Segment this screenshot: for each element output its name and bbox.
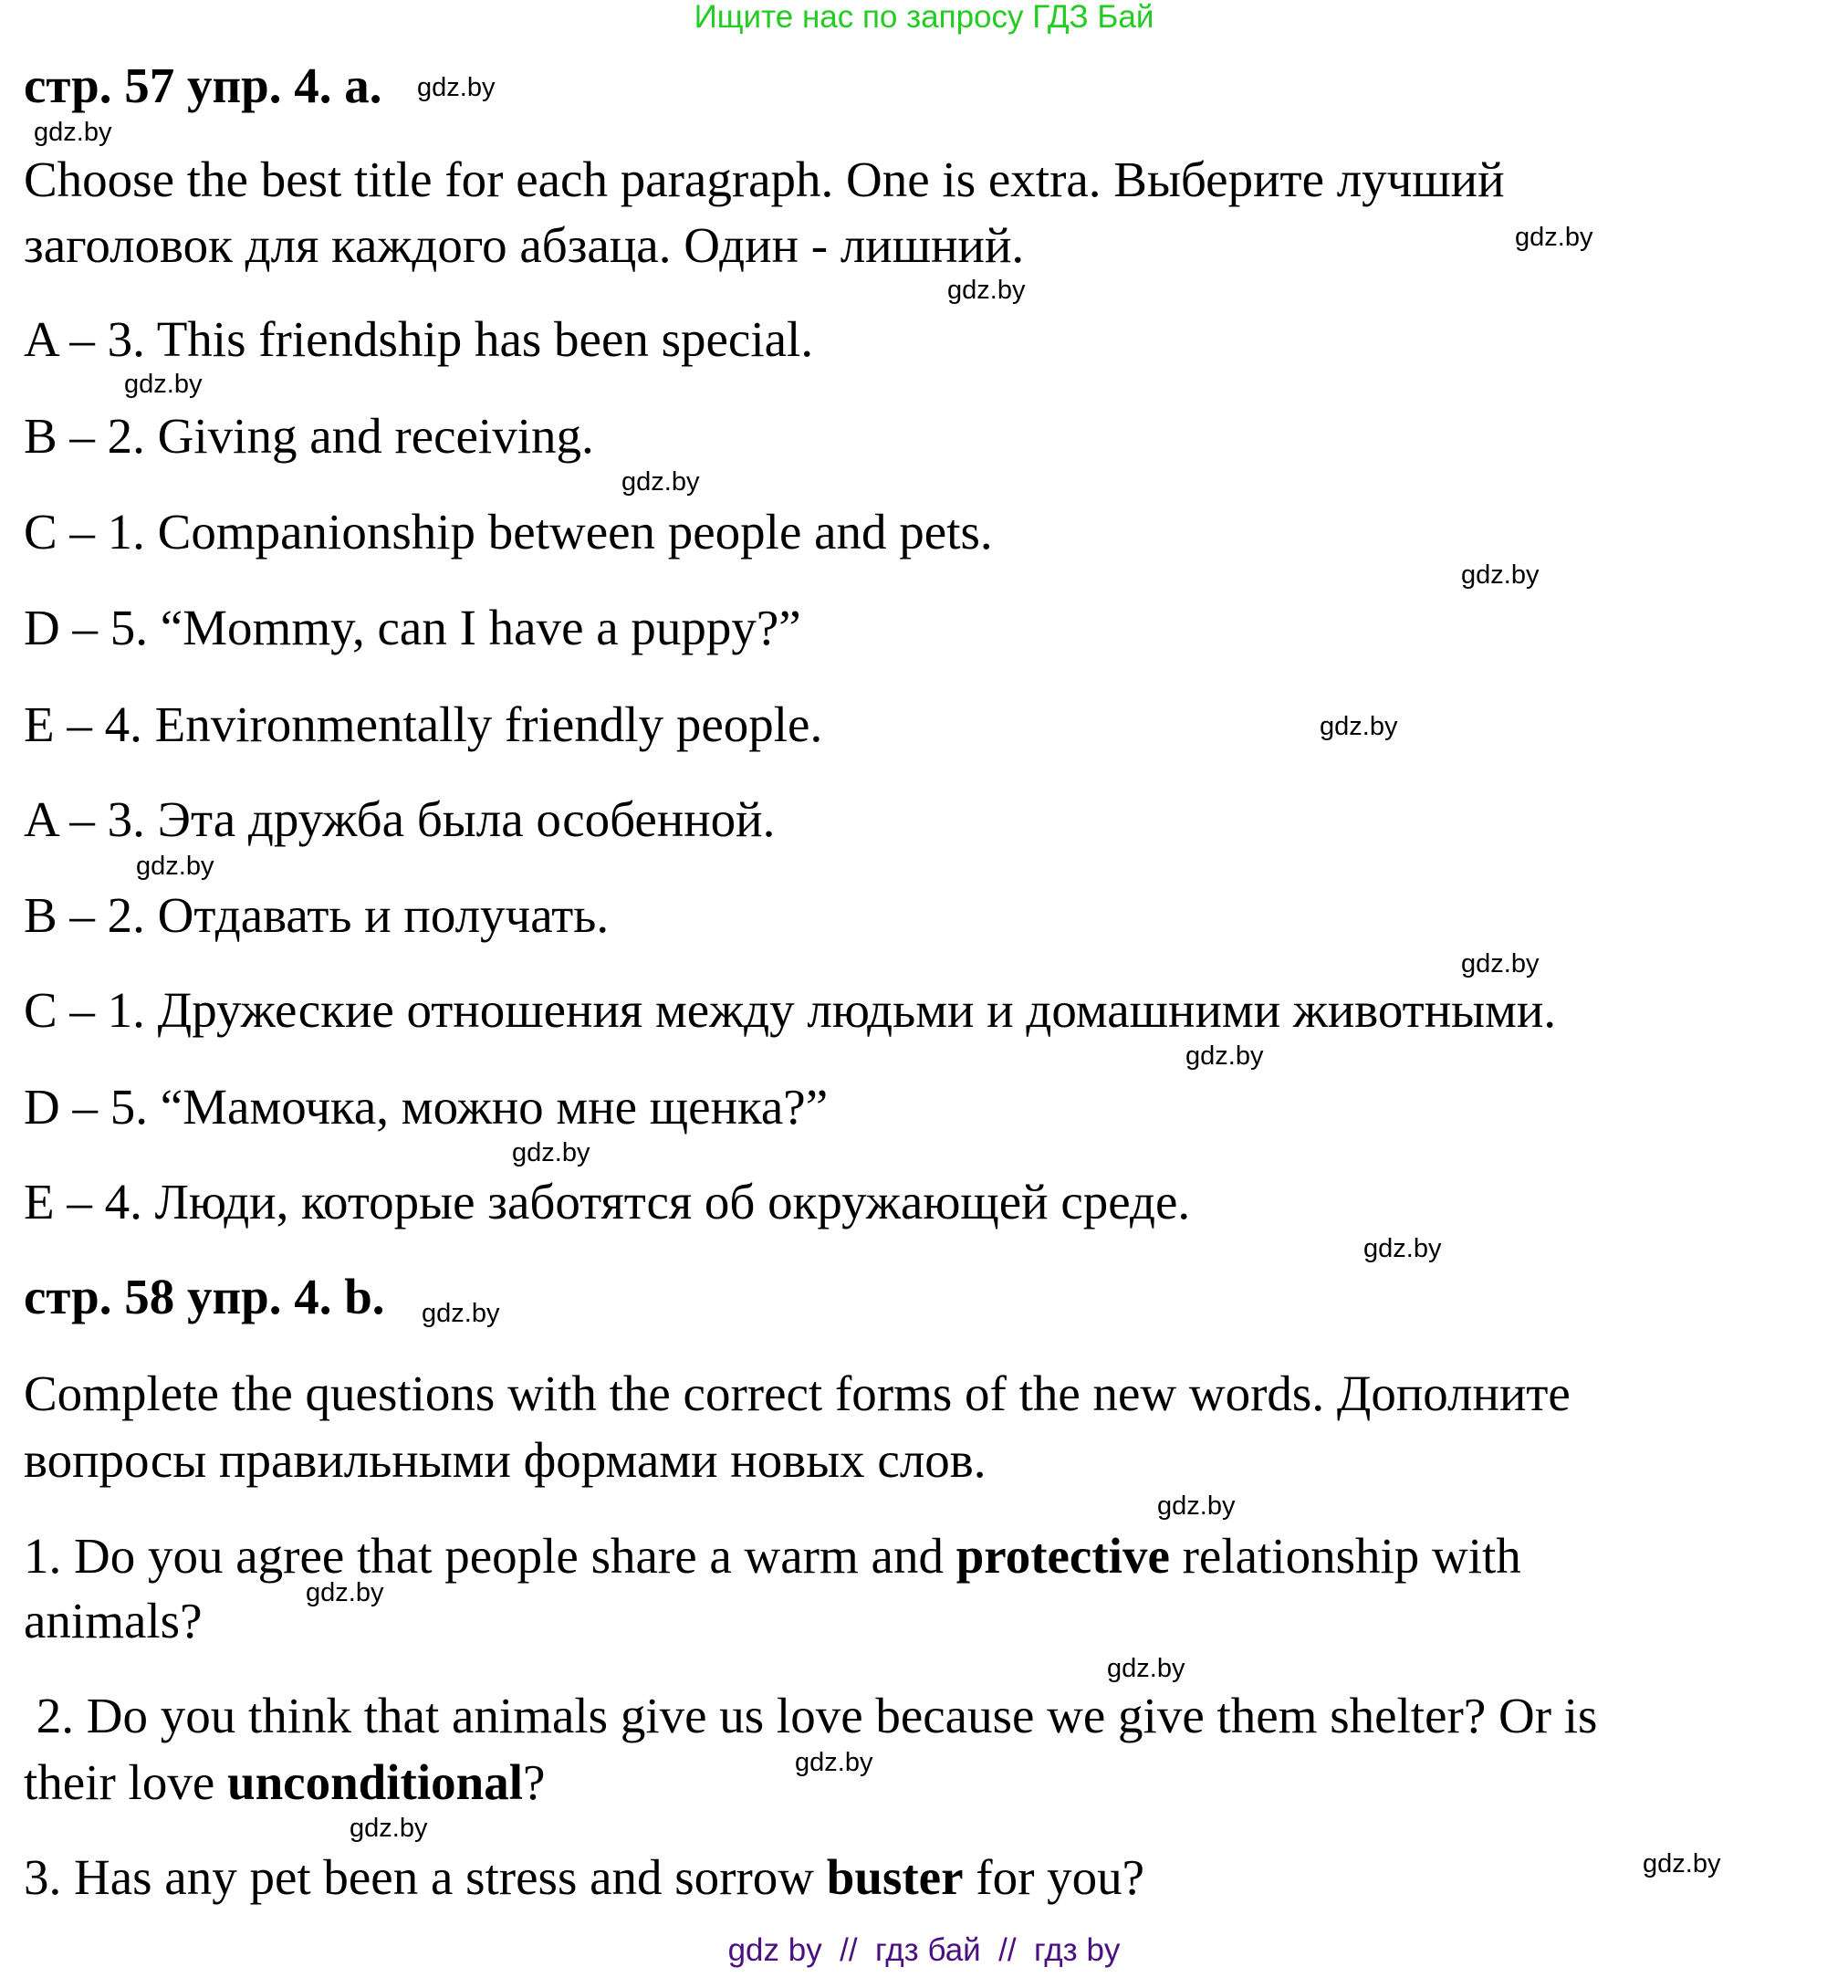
question-2-line2	[24, 1754, 546, 1810]
watermark: gdz.by	[124, 370, 203, 399]
q3-pre: 3. Has any pet been a stress and sorrow	[24, 1849, 827, 1905]
watermark: gdz.by	[422, 1299, 500, 1328]
answer-en-e: E – 4. Environmentally friendly people.	[24, 696, 823, 752]
answer-ru-b: B – 2. Отдавать и получать.	[24, 887, 610, 943]
search-banner: Ищите нас по запросу ГДЗ Бай	[694, 0, 1154, 35]
answer-ru-d: D – 5. “Мамочка, можно мне щенка?”	[24, 1079, 829, 1135]
answer-en-c: C – 1. Companionship between people and pets.	[24, 504, 993, 560]
section2-instruction-line2: вопросы правильными формами новых слов.	[24, 1432, 987, 1488]
answer-ru-a: A – 3. Эта дружба была особенной.	[24, 791, 776, 847]
watermark: gdz.by	[1461, 949, 1540, 978]
question-3	[24, 1849, 1145, 1905]
footer-links: gdz by // гдз бай // гдз by	[727, 1932, 1121, 1968]
watermark: gdz.by	[417, 73, 496, 102]
q3-post: for you?	[963, 1849, 1145, 1905]
answer-ru-c: C – 1. Дружеские отношения между людьми и домашними животными.	[24, 982, 1557, 1038]
watermark: gdz.by	[306, 1578, 384, 1607]
answer-en-a: A – 3. This friendship has been special.	[24, 311, 814, 367]
section1-heading: стр. 57 упр. 4. a.	[24, 58, 382, 113]
watermark: gdz.by	[947, 276, 1026, 305]
watermark: gdz.by	[34, 118, 112, 147]
question-1-line2: animals?	[24, 1593, 203, 1648]
watermark: gdz.by	[1363, 1234, 1442, 1263]
q2-pre: their love	[24, 1754, 227, 1810]
question-1-line1	[24, 1528, 1521, 1584]
watermark: gdz.by	[136, 852, 214, 881]
answer-en-b: B – 2. Giving and receiving.	[24, 408, 594, 464]
question-2-line1: 2. Do you think that animals give us love because we give them shelter? Or is	[24, 1688, 1598, 1743]
q1-post: relationship with	[1169, 1528, 1521, 1584]
section1-instruction-line1: Choose the best title for each paragraph. One is extra. Выберите лучший	[24, 152, 1505, 207]
answer-ru-e: E – 4. Люди, которые заботятся об окружающей среде.	[24, 1174, 1191, 1229]
watermark: gdz.by	[1643, 1849, 1721, 1878]
watermark: gdz.by	[1320, 712, 1398, 741]
q1-answer: protective	[955, 1528, 1170, 1584]
watermark: gdz.by	[621, 467, 700, 497]
q3-answer: buster	[826, 1849, 964, 1905]
q1-pre: 1. Do you agree that people share a warm and	[24, 1528, 956, 1584]
watermark: gdz.by	[1107, 1654, 1185, 1683]
answer-en-d: D – 5. “Mommy, can I have a puppy?”	[24, 600, 801, 655]
watermark: gdz.by	[795, 1748, 873, 1777]
q2-answer: unconditional	[226, 1754, 523, 1810]
section1-instruction-line2: заголовок для каждого абзаца. Один - лишний.	[24, 217, 1025, 273]
watermark: gdz.by	[1515, 223, 1593, 252]
watermark: gdz.by	[1461, 560, 1540, 590]
q2-post: ?	[523, 1754, 546, 1810]
watermark: gdz.by	[512, 1138, 590, 1167]
section2-heading: стр. 58 упр. 4. b.	[24, 1269, 385, 1324]
section2-instruction-line1: Complete the questions with the correct forms of the new words. Дополните	[24, 1365, 1571, 1421]
watermark: gdz.by	[350, 1814, 428, 1843]
watermark: gdz.by	[1157, 1491, 1236, 1521]
watermark: gdz.by	[1185, 1041, 1264, 1071]
